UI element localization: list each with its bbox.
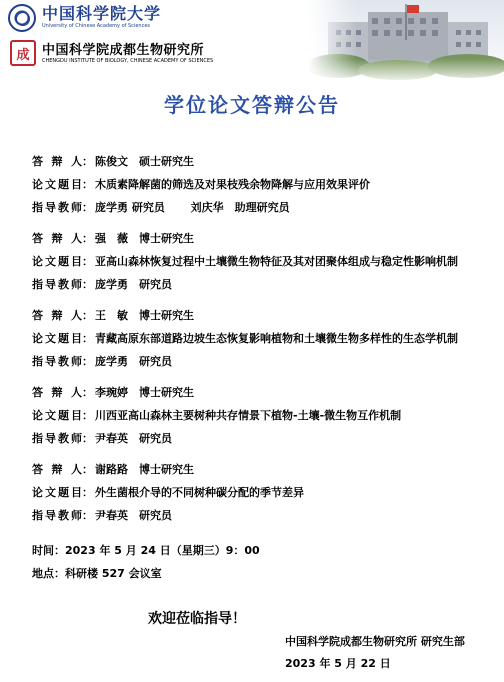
issuing-organization: 中国科学院成都生物研究所 研究生部	[285, 635, 465, 648]
label-colon: ：	[82, 509, 93, 522]
thesis-label: 论文题目	[32, 409, 82, 422]
label-colon: ：	[82, 409, 93, 422]
advisor-name: 庞学勇 研究员	[95, 355, 172, 368]
thesis-title: 川西亚高山森林主要树种共存情景下植物-土壤-微生物互作机制	[95, 409, 402, 422]
advisor-name: 尹春英 研究员	[95, 432, 172, 445]
ucas-name: 中国科学院大学	[42, 4, 162, 23]
advisor-label: 指导教师	[32, 355, 82, 368]
defense-list	[32, 150, 496, 535]
advisor-name: 尹春英 研究员	[95, 509, 172, 522]
page-title: 学位论文答辩公告	[164, 93, 340, 117]
defender-name: 王 敏 博士研究生	[95, 309, 194, 322]
cib-mark-icon: 成	[10, 40, 36, 66]
defender-name: 陈俊文 硕士研究生	[95, 155, 194, 168]
label-colon: ：	[82, 463, 93, 476]
thesis-title: 外生菌根介导的不同树种碳分配的季节差异	[95, 486, 304, 499]
advisor-row	[32, 196, 496, 219]
defense-entry	[32, 458, 496, 527]
defender-label: 答辩人	[32, 309, 82, 322]
defender-label: 答辩人	[32, 232, 82, 245]
thesis-label: 论文题目	[32, 332, 82, 345]
page-header	[0, 0, 504, 84]
thesis-row	[32, 250, 496, 273]
cib-name: 中国科学院成都生物研究所	[42, 43, 205, 58]
label-colon: ：	[82, 278, 93, 291]
defender-row	[32, 227, 496, 250]
issue-date: 2023 年 5 月 22 日	[285, 657, 391, 670]
label-colon: ：	[82, 386, 93, 399]
advisor-row	[32, 273, 496, 296]
label-colon: ：	[82, 309, 93, 322]
defender-label: 答辩人	[32, 386, 82, 399]
place-label: 地点	[32, 567, 54, 580]
defender-row	[32, 150, 496, 173]
time-label: 时间	[32, 544, 54, 557]
defender-row	[32, 458, 496, 481]
building-photo	[308, 0, 504, 84]
advisor-row	[32, 427, 496, 450]
thesis-label: 论文题目	[32, 486, 82, 499]
defense-entry	[32, 304, 496, 373]
label-colon: ：	[82, 255, 93, 268]
thesis-row	[32, 173, 496, 196]
label-colon: ：	[82, 332, 93, 345]
meeting-time: 2023 年 5 月 24 日（星期三）9：00	[65, 544, 260, 557]
defender-row	[32, 381, 496, 404]
thesis-row	[32, 481, 496, 504]
meeting-info	[32, 539, 260, 585]
thesis-label: 论文题目	[32, 255, 82, 268]
advisor-name: 庞学勇 研究员	[95, 278, 172, 291]
welcome-text: 欢迎莅临指导！	[148, 611, 246, 627]
thesis-row	[32, 327, 496, 350]
cib-name-en: CHENGDU INSTITUTE OF BIOLOGY, CHINESE ACADEMY OF SCIENCES	[42, 58, 214, 64]
thesis-title: 亚高山森林恢复过程中土壤微生物特征及其对团聚体组成与稳定性影响机制	[95, 255, 458, 268]
cib-logo	[10, 40, 213, 66]
ucas-seal-icon	[8, 4, 36, 32]
ucas-logo	[8, 4, 161, 32]
label-colon: ：	[82, 355, 93, 368]
label-colon: ：	[82, 486, 93, 499]
defender-row	[32, 304, 496, 327]
advisor-label: 指导教师	[32, 509, 82, 522]
defender-name: 强 薇 博士研究生	[95, 232, 194, 245]
defender-name: 李琬婷 博士研究生	[95, 386, 194, 399]
thesis-title: 木质素降解菌的筛选及对果枝残余物降解与应用效果评价	[95, 178, 370, 191]
defense-entry	[32, 227, 496, 296]
thesis-title: 青藏高原东部道路边坡生态恢复影响植物和土壤微生物多样性的生态学机制	[95, 332, 458, 345]
defense-entry	[32, 381, 496, 450]
meeting-time-row: 时间：2023 年 5 月 24 日（星期三）9：00	[32, 544, 260, 557]
advisor-name: 庞学勇 研究员 刘庆华 助理研究员	[95, 201, 290, 214]
meeting-place: 科研楼 527 会议室	[65, 567, 162, 580]
label-colon: ：	[82, 232, 93, 245]
label-colon: ：	[82, 155, 93, 168]
defender-label: 答辩人	[32, 155, 82, 168]
defender-label: 答辩人	[32, 463, 82, 476]
thesis-row	[32, 404, 496, 427]
meeting-place-row: 地点：科研楼 527 会议室	[32, 567, 162, 580]
defense-entry	[32, 150, 496, 219]
advisor-label: 指导教师	[32, 278, 82, 291]
defender-name: 谢路路 博士研究生	[95, 463, 194, 476]
advisor-row	[32, 350, 496, 373]
label-colon: ：	[82, 432, 93, 445]
ucas-name-en: University of Chinese Academy of Sciences	[42, 23, 150, 29]
advisor-row	[32, 504, 496, 527]
label-colon: ：	[82, 201, 93, 214]
label-colon: ：	[82, 178, 93, 191]
advisor-label: 指导教师	[32, 432, 82, 445]
advisor-label: 指导教师	[32, 201, 82, 214]
thesis-label: 论文题目	[32, 178, 82, 191]
